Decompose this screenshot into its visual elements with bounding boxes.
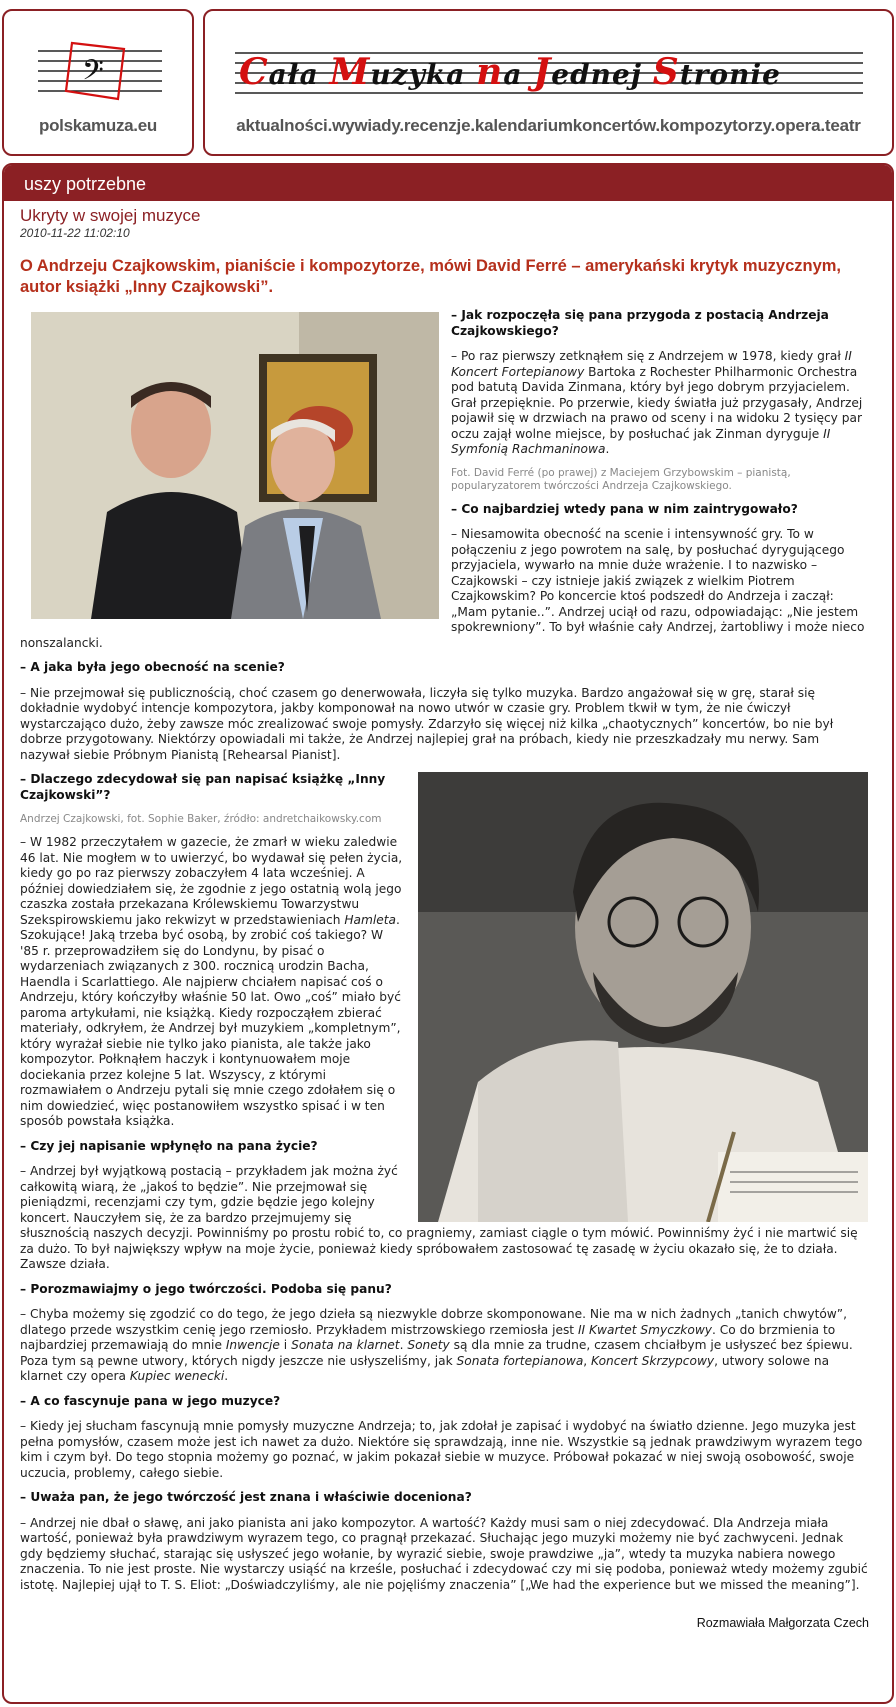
question: – Porozmawiajmy o jego twórczości. Podoba się panu? [20,1281,392,1296]
svg-text:𝄢: 𝄢 [82,54,104,94]
site-menu[interactable]: aktualności.wywiady.recenzje.kalendariumkoncertów.kompozytorzy.opera.teatr [236,116,861,135]
photo-andrzej-czajkowski [418,772,868,1222]
banner-word: ednej [551,58,653,91]
photo-caption: Fot. David Ferré (po prawej) z Maciejem Grzybowskim – pianistą, popularyzatorem twórczości Andrzeja Czajkowskiego. [451,466,791,492]
section-title: uszy potrzebne [4,165,892,201]
question: – Uważa pan, że jego twórczość jest znana i właściwie doceniona? [20,1490,472,1504]
answer: – Kiedy jej słucham fascynują mnie pomysły muzyczne Andrzeja; to, jak zdołał je zapisać i wydobyć na światło dzienne. Jego muzyka jest pełna pomysłów, czasem może jest ich nawet za dużo. Niektóre się sprawdzają, inne nie. Wszystkie są jednak prawdziwym wyrazem tego kim i czym był. Do tego stopnia możemy go poznać, w jakim pokazał siebie w muzyce. Próbował pokazać w niej swoją osobowość, swoje uczucia, problemy, całego siebie. [20,1419,863,1480]
site-logo-text: polskamuza.eu [39,116,157,135]
article-lead: O Andrzeju Czajkowskim, pianiście i kompozytorze, mówi David Ferré – amerykański krytyk muzycznym, autor książki „Inny Czajkowski”. [20,257,842,296]
banner-letter: J [533,51,552,93]
question: – Jak rozpoczęła się pana przygoda z postacią Andrzeja Czajkowskiego? [451,308,829,338]
article-body [20,308,869,1632]
banner-letter: C [239,51,269,93]
answer: – Andrzej nie dbał o sławę, ani jako pianista ani jako kompozytor. A wartość? Każdy musi sam o niej zdecydować. Dla Andrzeja miała wartość, ponieważ była prawdziwym wyrazem tego, co pragnął przekazać. Słuchając jego muzyki możemy nie być zachwyceni. Jednak gdy będziemy słuchać, starając się usłyszeć jego wołanie, by wyrazić siebie, swoje prawdziwe „ja”, wtedy ta muzyka nabiera nowego znaczenia. To nie jest proste. Nie wystarczy usiąść na krześle, posłuchać i zdecydować czy mi się podoba, ponieważ wtedy możemy zgubić istotę. Najlepiej ujął to T. S. Eliot: „Doświadczyliśmy, ale nie pojęliśmy znaczenia” [„We had the experience but we missed the meaning”]. [20,1515,868,1592]
answer: – Chyba możemy się zgodzić co do tego, że jego dzieła są niezwykle dobrze skomponowane. Nie ma w nich żadnych „tanich chwytów”, dlatego przede wszystkim cenię jego rzemiosło. Przykładem mistrzowskiego rzemiosła jest II Kwartet Smyczkowy. Co do brzmienia to najbardziej przemawiają do mnie Inwencje i Sonata na klarnet. Sonety są dla mnie za trudne, czasem chciałbym je usłyszeć bez śpiewu. Poza tym są pewne utwory, których nigdy jeszcze nie usłyszeliśmy, jak Sonata fortepianowa, Koncert Skrzypcowy, utwory solowe na klarnet czy opera Kupiec wenecki. [20,1307,853,1383]
article-panel [2,163,894,1704]
banner-letter: M [329,51,371,93]
bass-clef-logo-icon [38,41,162,101]
question: – Dlaczego zdecydował się pan napisać książkę „Inny Czajkowski”? [20,772,386,802]
banner-letter: S [652,51,680,93]
banner-word: tronie [679,58,781,91]
banner-letter: n [476,51,504,93]
banner-word: uzyka [370,58,477,91]
answer: – Niesamowita obecność na scenie i intensywność gry. To w połączeniu z jego powrotem na salę, by posłuchać dyrygującego przyjaciela, wywarło na mnie duże wrażenie. I to nazwisko – Czajkowski – czy istnieje jakiś związek z wielkim Piotrem Czajkowskim? Po koncercie ktoś podszedł do Andrzeja i zaczął: „Mam pytanie..”. Andrzej uciął od razu, odpowiadając: „Nie jestem spokrewniony”. To był właśnie cały Andrzej, żartobliwy i może nieco nonszalancki. [20,527,865,650]
banner-word: ała [268,58,330,91]
article-title: Ukryty w swojej muzyce [20,206,201,225]
banner-word: a [503,58,534,91]
article-signature: Rozmawiała Małgorzata Czech [696,1616,869,1630]
question: – A co fascynuje pana w jego muzyce? [20,1393,281,1408]
question: – Co najbardziej wtedy pana w nim zaintrygowało? [451,501,798,516]
question: – Czy jej napisanie wpłynęło na pana życie? [20,1138,318,1153]
answer: – Nie przejmował się publicznością, choć czasem go denerwowała, liczyła się tylko muzyka. Bardzo angażował się w grę, starał się dokładnie wydobyć intencje kompozytora, jakby komponował na nowo utwór w czasie gry. Problem tkwił w tym, że nie ćwiczył wystarczająco dużo, żeby zawsze móc zrealizować swoje pomysły. Zdarzyło się więcej niż kilka „chaotycznych” koncertów, bo nie był dobrze przygotowany. Niektórzy opowiadali mi także, że Andrzej najlepiej grał na próbach, kiedy nie przeszkadzały mu nerwy. Sam nazywał siebie Próbnym Pianistą [Rehearsal Pianist]. [20,685,834,762]
banner-box [203,9,894,156]
photo-ferre-grzybowski [31,312,439,619]
logo-box[interactable] [2,9,194,156]
photo-caption: Andrzej Czajkowski, fot. Sophie Baker, źródło: andretchaikowsky.com [20,813,382,825]
answer: – Po raz pierwszy zetknąłem się z Andrzejem w 1978, kiedy grał II Koncert Fortepianowy Bartoka z Rochester Philharmonic Orchestra pod batutą Davida Zinmana, który był jego dobrym przyjacielem. Grał przepięknie. Po przerwie, kiedy światła już przygasały, Andrzej pojawił się w drzwiach na prawo od sceny i na widoku 2 tysięcy par oczu zajął wolne miejsce, by posłuchać jak Zinman dyryguje II Symfonią Rachmaninowa. [451,349,863,456]
article-date: 2010-11-22 11:02:10 [20,226,130,240]
question: – A jaka była jego obecność na scenie? [20,660,285,674]
article [4,201,892,1632]
banner-title [239,51,859,93]
answer: – Andrzej był wyjątkową postacią – przykładem jak można żyć całkowitą wiarą, że „jakoś to będzie”. Nie przejmował się pieniądzmi, recenzjami czy tym, gdzie będzie jego kolejny koncert. Nauczyłem się, że za bardzo przejmujemy się słusznością naszych decyzji. Powinniśmy po prostu robić to, co pragniemy, zamiast ciągle o tym mówić. Powinniśmy żyć i nie martwić się za dużo. To był największy wpływ na moje życie, ponieważ kiedy spróbowałem zastosować tę zasadę w życiu okazało się, że to działa. Zawsze działa. [20,1164,858,1271]
answer: – W 1982 przeczytałem w gazecie, że zmarł w wieku zaledwie 46 lat. Nie mogłem w to uwierzyć, bo wydawał się pełen życia, kiedy go po raz pierwszy zobaczyłem 4 lata wcześniej. A później dowiedziałem się, że zgodnie z jego ostatnią wolą jego czaszka została przekazana Królewskiemu Towarzystwu Szekspirowskiemu jako rekwizyt w przedstawieniach Hamleta. Szokujące! Jaką trzeba być osobą, by zrobić coś takiego? W '85 r. przeprowadziłem się do Londynu, by pisać o wydarzeniach związanych z 300. rocznicą urodzin Bacha, Haendla i Scarlattiego. Ale najpierw chciałem napisać coś o Andrzeju, który kończyłby właśnie 50 lat. Owo „coś” miało być paroma artykułami, nie książką. Kiedy rozpocząłem zbierać materiały, odkryłem, że Andrzej był muzykiem „kompletnym”, który wyrażał siebie nie tylko jako pianista, ale także jako kompozytor. Połknąłem haczyk i kontynuowałem moje dociekania przez kolejne 5 lat. Wszyscy, z którymi rozmawiałem o Andrzeju pytali się mnie czego zdołałem się o nim dowiedzieć, więc postanowiłem wszystko spisać i w ten sposób powstała książka. [20,835,403,1128]
